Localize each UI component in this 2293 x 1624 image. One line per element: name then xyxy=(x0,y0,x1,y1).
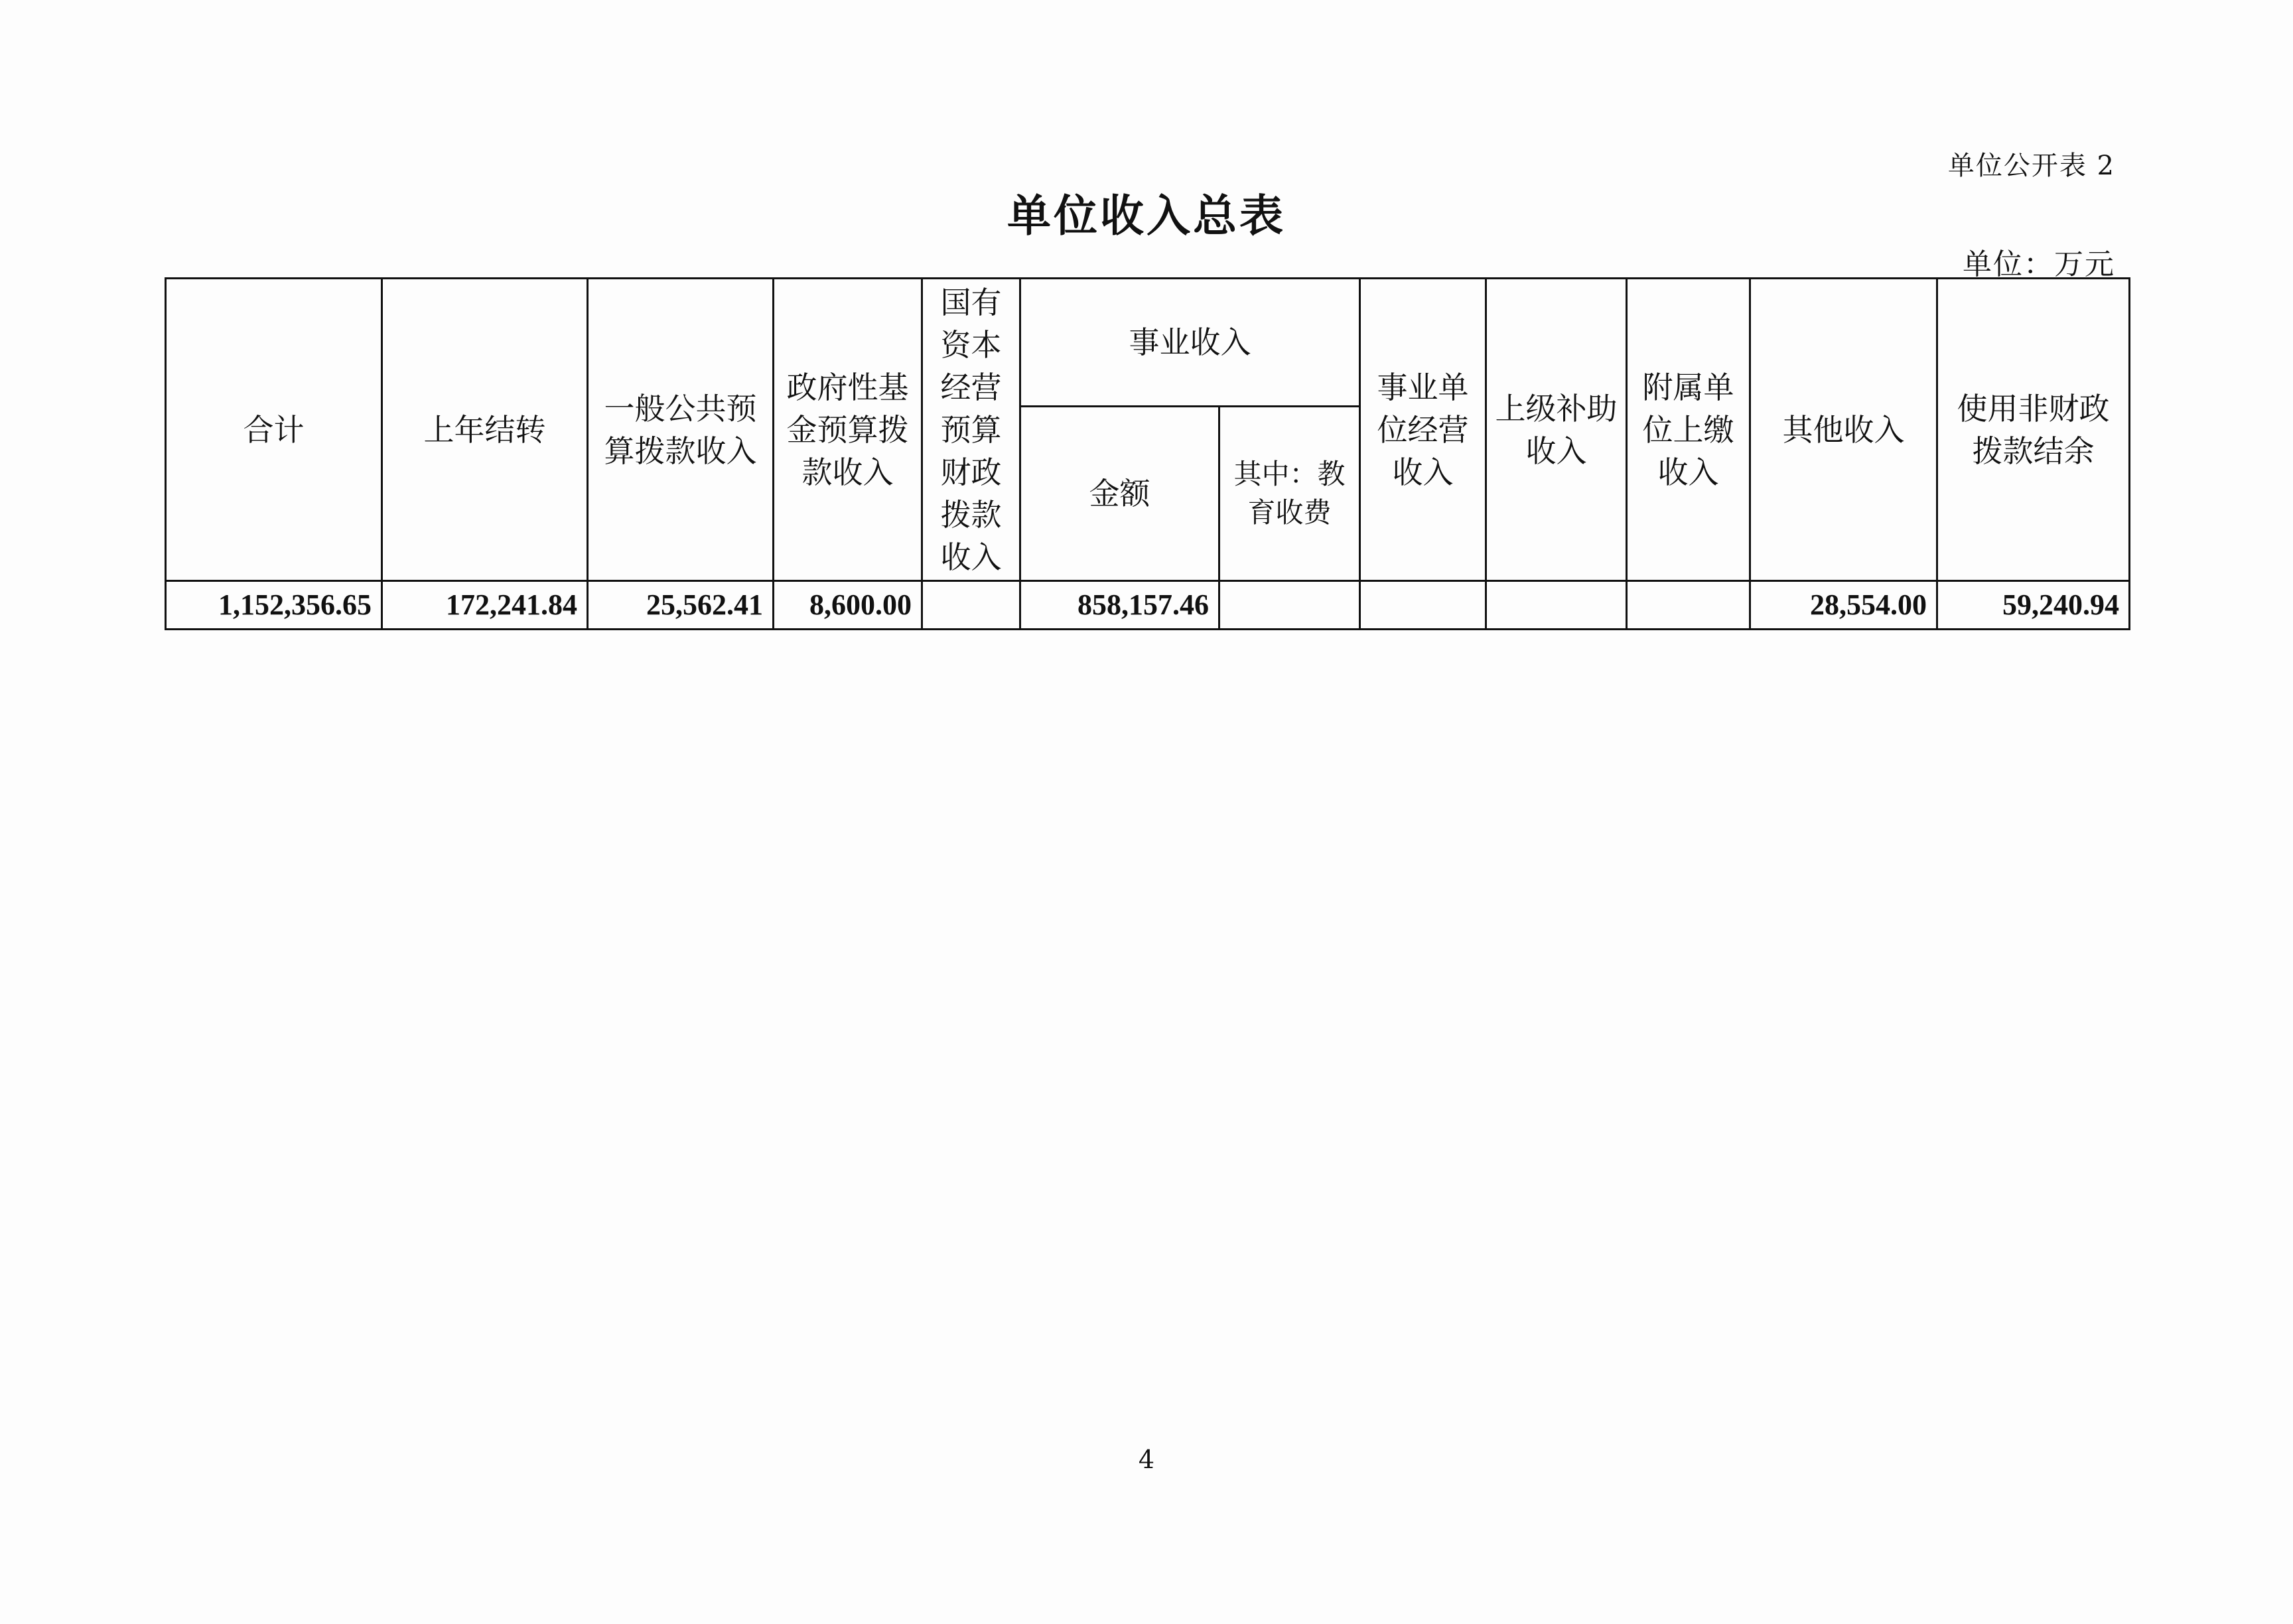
cell-undertaking-edu-fee xyxy=(1219,581,1360,630)
cell-carryover: 172,241.84 xyxy=(382,581,588,630)
header-other: 其他收入 xyxy=(1750,279,1937,581)
cell-business xyxy=(1360,581,1486,630)
cell-total: 1,152,356.65 xyxy=(166,581,382,630)
cell-undertaking-amount: 858,157.46 xyxy=(1020,581,1219,630)
cell-non-fiscal-balance: 59,240.94 xyxy=(1937,581,2130,630)
cell-other: 28,554.00 xyxy=(1750,581,1937,630)
header-state-capital: 国有资本经营预算财政拨款收入 xyxy=(922,279,1020,581)
table-number: 单位公开表 2 xyxy=(1947,151,2115,181)
page-title: 单位收入总表 xyxy=(1007,190,1286,241)
header-undertaking-edu-fee: 其中：教育收费 xyxy=(1219,407,1360,581)
header-gov-fund: 政府性基金预算拨款收入 xyxy=(774,279,922,581)
income-summary-table xyxy=(165,277,2130,630)
header-undertaking-amount: 金额 xyxy=(1020,407,1219,581)
header-affiliate: 附属单位上缴收入 xyxy=(1627,279,1750,581)
header-higher-subsidy: 上级补助收入 xyxy=(1486,279,1627,581)
cell-state-capital xyxy=(922,581,1020,630)
cell-affiliate xyxy=(1627,581,1750,630)
table-row xyxy=(166,581,2130,630)
header-business: 事业单位经营收入 xyxy=(1360,279,1486,581)
cell-gov-fund: 8,600.00 xyxy=(774,581,922,630)
page-number: 4 xyxy=(1138,1445,1155,1474)
cell-general-budget: 25,562.41 xyxy=(588,581,774,630)
header-non-fiscal-balance: 使用非财政拨款结余 xyxy=(1937,279,2130,581)
header-general-budget: 一般公共预算拨款收入 xyxy=(588,279,774,581)
header-undertaking: 事业收入 xyxy=(1020,279,1360,407)
cell-higher-subsidy xyxy=(1486,581,1627,630)
unit-label: 单位：万元 xyxy=(1963,247,2115,281)
header-carryover: 上年结转 xyxy=(382,279,588,581)
header-row-top xyxy=(166,279,2130,407)
header-total: 合计 xyxy=(166,279,382,581)
